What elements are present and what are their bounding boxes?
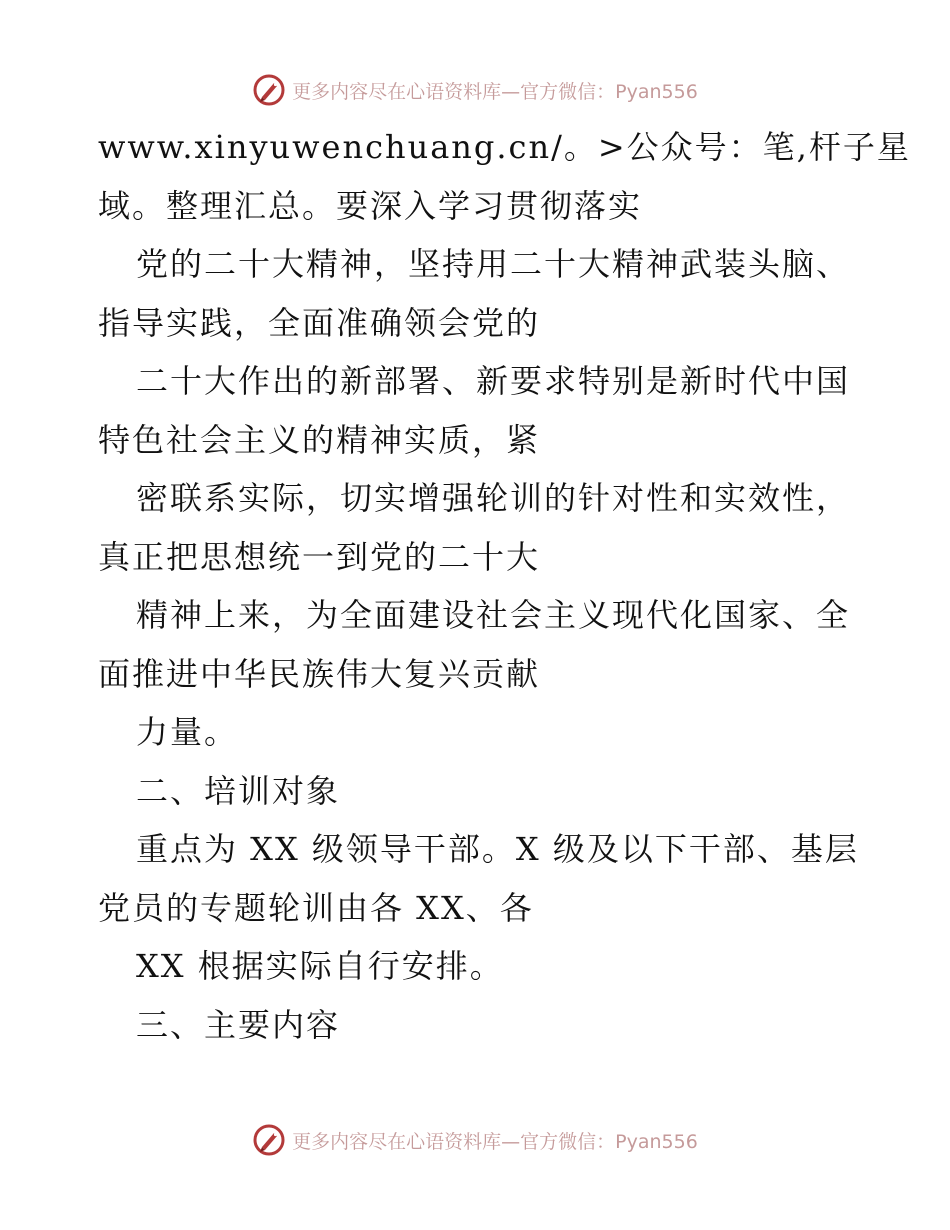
body-line-13: 重点为 XX 级领导干部。X 级及以下干部、基层 xyxy=(136,830,859,868)
body-line-14: 党员的专题轮训由各 XX、各 xyxy=(98,888,534,927)
footer-banner xyxy=(0,1120,950,1160)
section-heading-training-targets: 二、培训对象 xyxy=(136,771,341,810)
header-banner-inner xyxy=(252,73,698,107)
body-line-11: 力量。 xyxy=(136,713,239,751)
body-line-1: www.xinyuwenchuang.cn/。>公众号：笔,杆子星 xyxy=(98,128,911,166)
footer-banner-text: 更多内容尽在心语资料库—官方微信：Pyan556 xyxy=(292,1130,698,1153)
body-line-4: 指导实践，全面准确领会党的 xyxy=(98,303,541,342)
body-line-5: 二十大作出的新部署、新要求特别是新时代中国 xyxy=(136,362,851,400)
document-body xyxy=(98,118,911,1054)
body-line-10: 面推进中华民族伟大复兴贡献 xyxy=(98,654,541,693)
body-line-6: 特色社会主义的精神实质，紧 xyxy=(98,420,541,459)
section-heading-main-content: 三、主要内容 xyxy=(136,1005,341,1044)
body-line-15: XX 根据实际自行安排。 xyxy=(136,947,504,985)
body-line-8: 真正把思想统一到党的二十大 xyxy=(98,537,541,576)
pen-logo-icon xyxy=(252,1123,286,1157)
body-line-9: 精神上来，为全面建设社会主义现代化国家、全 xyxy=(136,596,851,634)
header-banner-text: 更多内容尽在心语资料库—官方微信：Pyan556 xyxy=(292,80,698,103)
body-line-2: 域。整理汇总。要深入学习贯彻落实 xyxy=(98,186,643,225)
pen-logo-icon xyxy=(252,73,286,107)
header-banner xyxy=(0,70,950,110)
footer-banner-inner xyxy=(252,1123,698,1157)
body-line-7: 密联系实际，切实增强轮训的针对性和实效性， xyxy=(136,479,851,517)
body-line-3: 党的二十大精神，坚持用二十大精神武装头脑、 xyxy=(136,245,851,283)
